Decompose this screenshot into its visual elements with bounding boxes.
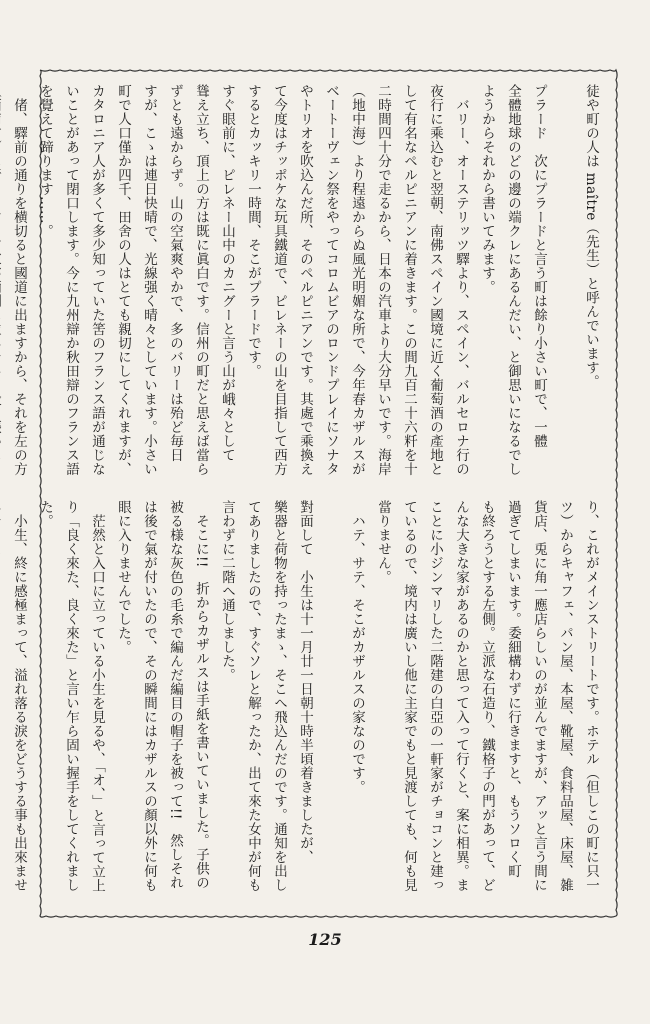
- text-column: り、これがメインストリートです。ホテル（但しこの町に只一: [583, 500, 599, 892]
- text-column: 茫然と入口に立っている小生を見るや、「オ、」と言って立上: [89, 500, 105, 893]
- text-column: やトリオを吹込んだ所、そのペルピニアンです。其處で乘換え: [297, 84, 313, 476]
- text-column: プラード 次にプラードと言う町は餘り小さい町で、一體: [531, 84, 547, 448]
- upper-text-block: [11, 84, 604, 488]
- text-column: [0, 84, 6, 488]
- text-column: て今度はチッポケな玩具鐵道で、ピレネーの山を目指して西方: [271, 84, 287, 476]
- text-column: バリー、オーステリッツ驛より、スペイン、バルセロナ行の: [453, 84, 469, 476]
- text-column: 小生、終に感極まって、溢れ落る淚をどうする事も出來ませ: [11, 500, 27, 892]
- text-column: ことに小ジンマリした二階建の白亞の一軒家がチョコンと建っ: [427, 500, 443, 892]
- text-column: 眼に入りませんでした。: [115, 500, 131, 654]
- text-column: 聳え立ち、頂上の方は既に眞白です。信州の町だと思えば當ら: [193, 84, 209, 476]
- text-column: 夜行に乘込むと翌朝、南佛スペイン國境に近く葡萄酒の產地と: [427, 84, 443, 476]
- text-column: して有名なペルピニアンに着きます。この間九百二十六粁を十: [401, 84, 417, 476]
- text-column: 過ぎてしまいます。委細構わずに行きますと、もうソロく町: [505, 500, 521, 878]
- text-column: 町で人口僅か四千、田舍の人はとても親切にしてくれますが、: [115, 84, 131, 476]
- text-column: 被る様な灰色の毛糸で編んだ編目の帽子を被って!! 然しそれ: [167, 500, 183, 890]
- text-column: てありましたので、すぐソレと解ったか、出て來た女中が何も: [245, 500, 261, 892]
- text-column: ずとも遠からず。山の空氣爽やかで、多のバリーは殆ど毎日: [167, 84, 183, 462]
- text-column: 言わずに二階へ通しました。: [219, 500, 235, 682]
- text-column: すぐ眼前に、ピレネー山中のカニグーと言う山が峨々として: [219, 84, 235, 462]
- page-number: 125: [308, 930, 342, 949]
- text-column: ハテ、サテ、そこがカザルスの家なのです。: [349, 500, 365, 794]
- text-column: 徒や町の人は maître（先生）と呼んでいます。: [583, 84, 599, 389]
- text-column: [552, 84, 578, 488]
- text-column: 全體地球のどの邊の端クレにあるんだい、と御思いになるでし: [505, 84, 521, 476]
- text-column: ツ）からキャフェ、パン屋、本屋、靴屋、食料品屋、床屋、雑: [557, 500, 573, 892]
- text-column: は後で氣が付いたので、その瞬間にはカザルスの顏以外に何も: [141, 500, 157, 892]
- text-column: も終ろうとする左側。立派な石造り、鐵格子の門があって、ど: [479, 500, 495, 892]
- text-column: り「良く來た、良く來た」と言い乍ら固い握手をしてくれまし: [63, 500, 79, 892]
- text-column: 貨店、兎に角一應店らしいのが並んでますが、アッと言う間に: [531, 500, 547, 892]
- text-column: 對面して 小生は十一月廿一日朝十時半頃着きましたが、: [297, 500, 313, 864]
- text-column: するとカッキリ一時間、そこがプラードです。: [245, 84, 261, 378]
- text-column: いことがあって閉口します。今に九州辯か秋田辯のフランス語: [63, 84, 79, 476]
- text-column: を覺えて蹄ります……。: [37, 84, 53, 238]
- text-column: 樂器と荷物を持ったまゝ、そこへ飛込んだのです。通知を出し: [271, 500, 287, 892]
- text-column: 二時間四十分で走るから、日本の汽車より大分早いです。海岸: [375, 84, 391, 476]
- text-column: [318, 500, 344, 905]
- text-column: 當りません。: [375, 500, 391, 584]
- text-column: 偖、驛前の通りを横切ると國道に出ますから、それを左の方: [11, 84, 27, 476]
- text-column: ようからそれから書いてみます。: [479, 84, 495, 294]
- text-column: ベートーヴェン祭をやってコロムビアのロンドプレイにソナタ: [323, 84, 339, 476]
- text-column: （地中海）より程遠からぬ風光明媚な所で、今年春カザルスが: [349, 84, 365, 476]
- text-column: ているので、境内は廣いし他に主家でもと見渡しても、何も見: [401, 500, 417, 892]
- text-column: た。: [37, 500, 53, 528]
- text-column: そこに!! 折からカザルスは手紙を書いていました。子供の: [193, 500, 209, 890]
- lower-text-block: [11, 500, 604, 905]
- text-column: んな大きな家があるのかと思って入って行くと、案に相異。ま: [453, 500, 469, 892]
- text-column: すが、こゝは連日快晴で、光線强く晴々としています。小さい: [141, 84, 157, 476]
- text-column: カタロニア人が多くて多少知っていた筈のフランス語が通じな: [89, 84, 105, 476]
